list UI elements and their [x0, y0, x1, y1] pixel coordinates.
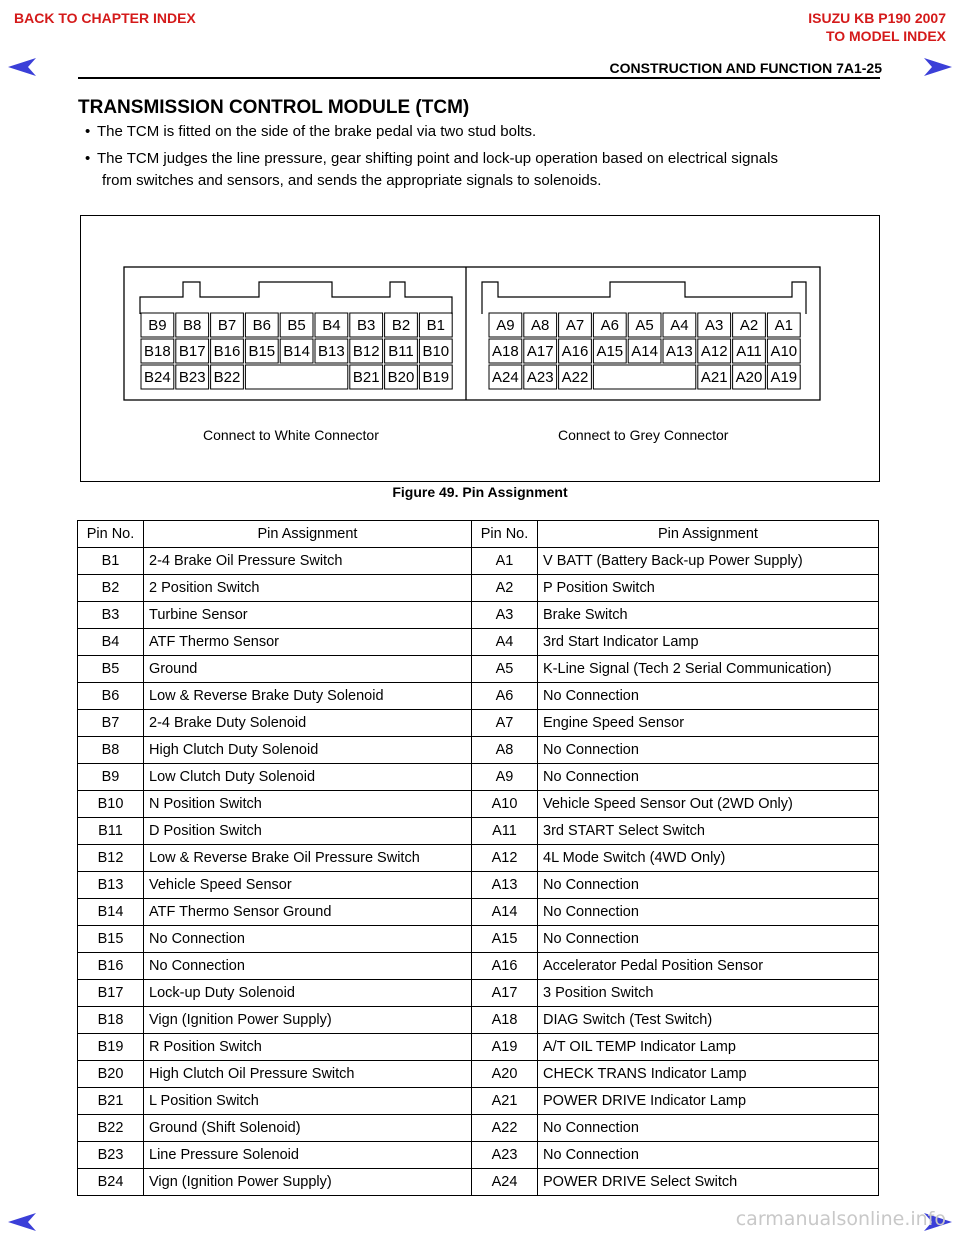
pin-assignment-cell: 3rd Start Indicator Lamp [538, 629, 879, 656]
pin-number-cell: B2 [78, 575, 144, 602]
pin-label: B18 [144, 343, 171, 360]
pin-label: B1 [426, 317, 445, 334]
pin-label: A15 [596, 343, 624, 360]
pin-label: A19 [770, 369, 798, 386]
header-divider [78, 77, 880, 79]
pin-assignment-cell: No Connection [538, 872, 879, 899]
pin-assignment-cell: 2-4 Brake Oil Pressure Switch [144, 548, 472, 575]
pin-number-cell: A22 [472, 1115, 538, 1142]
table-header-cell: Pin No. [472, 521, 538, 548]
table-row [78, 899, 879, 926]
table-row [78, 1007, 879, 1034]
pin-number-cell: A5 [472, 656, 538, 683]
pin-number-cell: B3 [78, 602, 144, 629]
pin-assignment-cell: R Position Switch [144, 1034, 472, 1061]
pin-label: A17 [526, 343, 554, 360]
pin-assignment-cell: 4L Mode Switch (4WD Only) [538, 845, 879, 872]
table-header-cell: Pin Assignment [538, 521, 879, 548]
pin-label: A10 [770, 343, 798, 360]
pin-label: A3 [705, 317, 724, 334]
pin-assignment-cell: No Connection [144, 926, 472, 953]
pin-number-cell: B13 [78, 872, 144, 899]
to-model-index-link[interactable]: TO MODEL INDEX [825, 28, 946, 44]
pin-label: A16 [561, 343, 589, 360]
pin-label: B16 [213, 343, 241, 360]
previous-page-arrow-bottom-icon[interactable] [8, 1213, 36, 1231]
pin-label: A12 [700, 343, 728, 360]
pin-number-cell: B24 [78, 1169, 144, 1196]
figure-caption: Figure 49. Pin Assignment [392, 484, 568, 500]
pin-number-cell: B10 [78, 791, 144, 818]
table-row [78, 872, 879, 899]
pin-label: A1 [774, 317, 793, 334]
pin-number-cell: A13 [472, 872, 538, 899]
pin-label: B5 [287, 317, 306, 334]
pin-assignment-cell: No Connection [144, 953, 472, 980]
pin-assignment-cell: L Position Switch [144, 1088, 472, 1115]
pin-assignment-cell: 3rd START Select Switch [538, 818, 879, 845]
table-row [78, 845, 879, 872]
pin-number-cell: A6 [472, 683, 538, 710]
pin-number-cell: A11 [472, 818, 538, 845]
pin-label: A13 [666, 343, 693, 360]
pin-label: A24 [492, 369, 519, 386]
model-title[interactable]: ISUZU KB P190 2007 [808, 10, 946, 26]
pin-assignment-cell: Ground [144, 656, 472, 683]
pin-label: B17 [178, 343, 206, 360]
white-connector-key-profile [140, 282, 452, 314]
pin-number-cell: B23 [78, 1142, 144, 1169]
bullet-item [85, 121, 536, 143]
pin-number-cell: A3 [472, 602, 538, 629]
pin-assignment-cell: POWER DRIVE Indicator Lamp [538, 1088, 879, 1115]
bullet-text: The TCM judges the line pressure, gear shifting point and lock-up operation based on electrical signals [97, 150, 778, 167]
pin-number-cell: B14 [78, 899, 144, 926]
pin-assignment-cell: No Connection [538, 1142, 879, 1169]
pin-number-cell: A8 [472, 737, 538, 764]
pin-assignment-cell: N Position Switch [144, 791, 472, 818]
table-row [78, 683, 879, 710]
pin-assignment-cell: Vign (Ignition Power Supply) [144, 1169, 472, 1196]
pin-label: B24 [144, 369, 171, 386]
pin-assignment-cell: P Position Switch [538, 575, 879, 602]
pin-number-cell: B4 [78, 629, 144, 656]
pin-label: A8 [531, 317, 550, 334]
pin-label: B22 [213, 369, 241, 386]
pin-assignment-cell: No Connection [538, 737, 879, 764]
table-row [78, 1061, 879, 1088]
pin-number-cell: B20 [78, 1061, 144, 1088]
pin-label: B21 [352, 369, 380, 386]
bullet-text: The TCM is fitted on the side of the brake pedal via two stud bolts. [97, 123, 537, 140]
pin-assignment-cell: No Connection [538, 926, 879, 953]
pin-assignment-cell: High Clutch Oil Pressure Switch [144, 1061, 472, 1088]
table-row [78, 926, 879, 953]
bullet-text-continued: from switches and sensors, and sends the appropriate signals to solenoids. [102, 172, 602, 189]
next-page-arrow-icon[interactable] [924, 58, 952, 76]
pin-label: B4 [322, 317, 341, 334]
pin-assignment-cell: Accelerator Pedal Position Sensor [538, 953, 879, 980]
pin-label: A5 [635, 317, 654, 334]
pin-number-cell: B5 [78, 656, 144, 683]
pin-number-cell: A16 [472, 953, 538, 980]
pin-label: B12 [352, 343, 380, 360]
pin-label: B9 [148, 317, 167, 334]
pin-label: B7 [217, 317, 237, 334]
pin-label: B6 [252, 317, 271, 334]
pin-assignment-cell: Vign (Ignition Power Supply) [144, 1007, 472, 1034]
pin-number-cell: A9 [472, 764, 538, 791]
pin-label: A7 [565, 317, 585, 334]
bullet-symbol: • [85, 150, 91, 167]
pin-label: A21 [700, 369, 728, 386]
page-header-title: CONSTRUCTION AND FUNCTION 7A1-25 [609, 60, 882, 76]
table-row [78, 575, 879, 602]
table-row [78, 1088, 879, 1115]
pin-number-cell: A7 [472, 710, 538, 737]
pin-label: B20 [387, 369, 415, 386]
pin-number-cell: A19 [472, 1034, 538, 1061]
pin-label: B15 [248, 343, 276, 360]
pin-number-cell: B1 [78, 548, 144, 575]
pin-assignment-cell: Vehicle Speed Sensor [144, 872, 472, 899]
pin-label: A18 [492, 343, 519, 360]
white-connector-pins [141, 313, 452, 389]
pin-label: B2 [391, 317, 411, 334]
pin-number-cell: B7 [78, 710, 144, 737]
pin-assignment-cell: Brake Switch [538, 602, 879, 629]
back-to-chapter-index-link[interactable]: BACK TO CHAPTER INDEX [14, 10, 196, 26]
watermark: carmanualsonline.info [735, 1208, 946, 1230]
pin-assignment-cell: V BATT (Battery Back-up Power Supply) [538, 548, 879, 575]
pin-label: B10 [422, 343, 450, 360]
pin-number-cell: A1 [472, 548, 538, 575]
pin-assignment-cell: No Connection [538, 1115, 879, 1142]
table-header-cell: Pin Assignment [144, 521, 472, 548]
pin-assignment-table [77, 520, 879, 1196]
pin-number-cell: A2 [472, 575, 538, 602]
table-row [78, 1115, 879, 1142]
pin-label: A6 [600, 317, 619, 334]
pin-assignment-cell: Engine Speed Sensor [538, 710, 879, 737]
previous-page-arrow-icon[interactable] [8, 58, 36, 76]
pin-label: A2 [739, 317, 759, 334]
table-row [78, 980, 879, 1007]
pin-label: B19 [422, 369, 450, 386]
table-row [78, 1142, 879, 1169]
pin-number-cell: B8 [78, 737, 144, 764]
pin-assignment-cell: ATF Thermo Sensor Ground [144, 899, 472, 926]
connector-diagram [120, 262, 826, 407]
pin-number-cell: B18 [78, 1007, 144, 1034]
grey-connector-key-profile [482, 282, 806, 314]
pin-assignment-cell: Low & Reverse Brake Duty Solenoid [144, 683, 472, 710]
pin-number-cell: A10 [472, 791, 538, 818]
pin-label: A4 [670, 317, 689, 334]
pin-number-cell: A21 [472, 1088, 538, 1115]
pin-number-cell: B6 [78, 683, 144, 710]
pin-assignment-cell: Line Pressure Solenoid [144, 1142, 472, 1169]
pin-number-cell: A17 [472, 980, 538, 1007]
pin-assignment-cell: 2-4 Brake Duty Solenoid [144, 710, 472, 737]
pin-number-cell: B19 [78, 1034, 144, 1061]
pin-number-cell: A4 [472, 629, 538, 656]
pin-number-cell: B11 [78, 818, 144, 845]
pin-assignment-cell: Low Clutch Duty Solenoid [144, 764, 472, 791]
pin-label: A23 [526, 369, 554, 386]
pin-number-cell: A12 [472, 845, 538, 872]
pin-assignment-cell: D Position Switch [144, 818, 472, 845]
table-row [78, 953, 879, 980]
pin-label: A22 [561, 369, 589, 386]
pin-assignment-cell: K-Line Signal (Tech 2 Serial Communication) [538, 656, 879, 683]
pin-assignment-cell: A/T OIL TEMP Indicator Lamp [538, 1034, 879, 1061]
pin-number-cell: A20 [472, 1061, 538, 1088]
pin-number-cell: A14 [472, 899, 538, 926]
grey-connector-pins [489, 313, 800, 389]
pin-label: B23 [178, 369, 206, 386]
pin-assignment-cell: Low & Reverse Brake Oil Pressure Switch [144, 845, 472, 872]
pin-assignment-cell: 3 Position Switch [538, 980, 879, 1007]
pin-assignment-cell: Ground (Shift Solenoid) [144, 1115, 472, 1142]
pin-number-cell: B22 [78, 1115, 144, 1142]
pin-assignment-cell: DIAG Switch (Test Switch) [538, 1007, 879, 1034]
table-row [78, 1034, 879, 1061]
pin-label: B14 [283, 343, 310, 360]
table-row [78, 791, 879, 818]
bullet-symbol: • [85, 123, 91, 140]
table-row [78, 656, 879, 683]
white-connector-label: Connect to White Connector [203, 427, 379, 443]
pin-number-cell: A24 [472, 1169, 538, 1196]
pin-assignment-cell: No Connection [538, 683, 879, 710]
pin-number-cell: B9 [78, 764, 144, 791]
pin-assignment-cell: CHECK TRANS Indicator Lamp [538, 1061, 879, 1088]
table-row [78, 629, 879, 656]
pin-label: B13 [318, 343, 345, 360]
pin-assignment-cell: No Connection [538, 899, 879, 926]
table-row [78, 818, 879, 845]
pin-number-cell: B16 [78, 953, 144, 980]
pin-label: A9 [496, 317, 515, 334]
grey-connector-label: Connect to Grey Connector [558, 427, 729, 443]
pin-assignment-cell: ATF Thermo Sensor [144, 629, 472, 656]
pin-number-cell: A18 [472, 1007, 538, 1034]
table-row [78, 602, 879, 629]
pin-label: A11 [736, 343, 762, 360]
blank-pin-region [593, 365, 695, 389]
table-row [78, 710, 879, 737]
table-row [78, 764, 879, 791]
blank-pin-region [245, 365, 347, 389]
pin-assignment-cell: No Connection [538, 764, 879, 791]
table-header-cell: Pin No. [78, 521, 144, 548]
bullet-item [85, 148, 877, 192]
pin-assignment-cell: Lock-up Duty Solenoid [144, 980, 472, 1007]
pin-label: B8 [183, 317, 202, 334]
pin-number-cell: A15 [472, 926, 538, 953]
pin-label: B3 [357, 317, 376, 334]
pin-assignment-cell: 2 Position Switch [144, 575, 472, 602]
pin-number-cell: B21 [78, 1088, 144, 1115]
pin-assignment-cell: Vehicle Speed Sensor Out (2WD Only) [538, 791, 879, 818]
pin-number-cell: A23 [472, 1142, 538, 1169]
pin-assignment-cell: Turbine Sensor [144, 602, 472, 629]
pin-number-cell: B17 [78, 980, 144, 1007]
pin-assignment-cell: POWER DRIVE Select Switch [538, 1169, 879, 1196]
pin-label: A20 [735, 369, 763, 386]
pin-number-cell: B15 [78, 926, 144, 953]
table-row [78, 1169, 879, 1196]
pin-label: A14 [631, 343, 658, 360]
section-title: TRANSMISSION CONTROL MODULE (TCM) [78, 97, 470, 118]
table-row [78, 737, 879, 764]
table-row [78, 548, 879, 575]
pin-number-cell: B12 [78, 845, 144, 872]
table-header-row [78, 521, 879, 548]
pin-assignment-cell: High Clutch Duty Solenoid [144, 737, 472, 764]
pin-label: B11 [388, 343, 414, 360]
